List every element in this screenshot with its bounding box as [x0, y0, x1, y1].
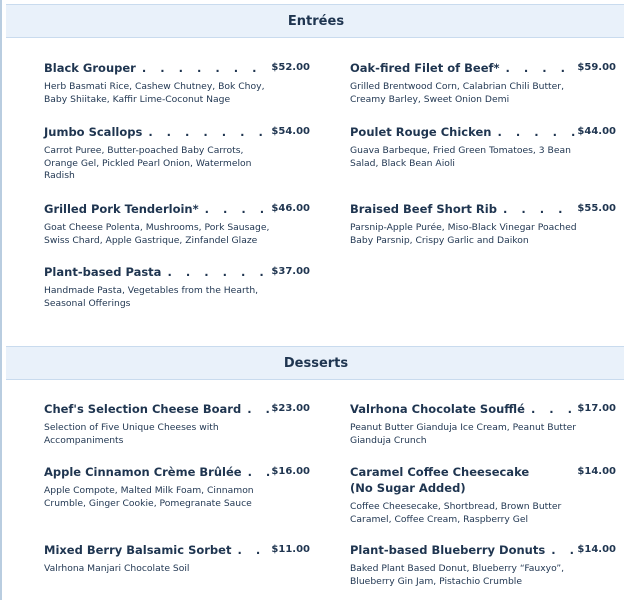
item-price: $11.00 [271, 544, 310, 555]
item-description: Grilled Brentwood Corn, Calabrian Chili Butter, Creamy Barley, Sweet Onion Demi [350, 81, 564, 105]
item-description: Parsnip-Apple Purée, Miso-Black Vinegar Poached Baby Parsnip, Crispy Garlic and Daikon [350, 222, 577, 246]
item-name: Black Grouper [44, 61, 136, 75]
item-description: Handmade Pasta, Vegetables from the Hearth, Seasonal Offerings [44, 285, 259, 309]
item-description: Peanut Butter Gianduja Ice Cream, Peanut Butter Gianduja Crunch [350, 422, 577, 446]
item-price: $17.00 [577, 403, 616, 414]
desserts-title: Desserts [283, 355, 349, 371]
item-price: $44.00 [577, 126, 616, 137]
menu-item [44, 264, 310, 310]
leader-dots [142, 124, 271, 140]
leader-dots [491, 124, 577, 140]
leader-dots [241, 401, 271, 417]
leader-dots [500, 60, 578, 76]
entrees-title: Entrées [287, 13, 345, 29]
item-price: $14.00 [577, 466, 616, 477]
item-name: Poulet Rouge Chicken [350, 125, 492, 139]
item-price: $37.00 [271, 266, 310, 277]
leader-dots [497, 201, 577, 217]
menu-item [44, 401, 310, 447]
menu-item [350, 124, 616, 170]
item-name: Apple Cinnamon Crème Brûlée [44, 465, 242, 479]
item-name: Grilled Pork Tenderloin* [44, 202, 199, 216]
item-name: Braised Beef Short Rib [350, 202, 497, 216]
menu-item [44, 464, 310, 510]
leader-dots [525, 401, 577, 417]
menu-item [350, 464, 616, 526]
menu-item [350, 201, 616, 247]
item-price: $14.00 [577, 544, 616, 555]
item-price: $46.00 [271, 203, 310, 214]
item-price: $52.00 [271, 62, 310, 73]
item-name: Chef's Selection Cheese Board [44, 402, 242, 416]
menu-item [44, 124, 310, 183]
item-description: Guava Barbeque, Fried Green Tomatoes, 3 Bean Salad, Black Bean Aioli [350, 145, 571, 169]
item-description: Carrot Puree, Butter-poached Baby Carrots, Orange Gel, Pickled Pearl Onion, Watermelon Radish [44, 145, 252, 181]
item-name: Mixed Berry Balsamic Sorbet [44, 543, 232, 557]
menu-item [350, 401, 616, 447]
item-price: $59.00 [577, 62, 616, 73]
leader-dots [242, 464, 272, 480]
item-name: Plant-based Blueberry Donuts [350, 543, 546, 557]
entrees-section-header [6, 4, 624, 38]
item-price: $23.00 [271, 403, 310, 414]
menu-item [44, 542, 310, 576]
desserts-section-header [6, 346, 624, 380]
leader-dots [231, 542, 271, 558]
item-description: Apple Compote, Malted Milk Foam, Cinnamon Crumble, Ginger Cookie, Pomegranate Sauce [44, 485, 254, 509]
item-name: Valrhona Chocolate Soufflé [350, 402, 525, 416]
item-name: Oak-fired Filet of Beef* [350, 61, 500, 75]
menu-item [350, 60, 616, 106]
leader-dots [136, 60, 272, 76]
menu-item [44, 201, 310, 247]
item-name: Jumbo Scallops [44, 125, 143, 139]
item-price: $55.00 [577, 203, 616, 214]
item-description: Herb Basmati Rice, Cashew Chutney, Bok Choy, Baby Shiitake, Kaffir Lime-Coconut Nage [44, 81, 265, 105]
menu-item [350, 542, 616, 588]
item-price: $54.00 [271, 126, 310, 137]
leader-dots [161, 264, 271, 280]
leader-dots [545, 542, 577, 558]
item-description: Selection of Five Unique Cheeses with Accompaniments [44, 422, 219, 446]
item-name: Plant-based Pasta [44, 265, 162, 279]
item-name: Caramel Coffee Cheesecake (No Sugar Added) [350, 465, 530, 495]
item-description: Goat Cheese Polenta, Mushrooms, Pork Sausage, Swiss Chard, Apple Gastrique, Zinfandel Glaze [44, 222, 270, 246]
item-price: $16.00 [271, 466, 310, 477]
item-description: Baked Plant Based Donut, Blueberry “Fauxyo”, Blueberry Gin Jam, Pistachio Crumble [350, 563, 565, 587]
menu-item [44, 60, 310, 106]
item-description: Valrhona Manjari Chocolate Soil [44, 563, 190, 574]
leader-dots [199, 201, 272, 217]
item-description: Coffee Cheesecake, Shortbread, Brown Butter Caramel, Coffee Cream, Raspberry Gel [350, 501, 562, 525]
